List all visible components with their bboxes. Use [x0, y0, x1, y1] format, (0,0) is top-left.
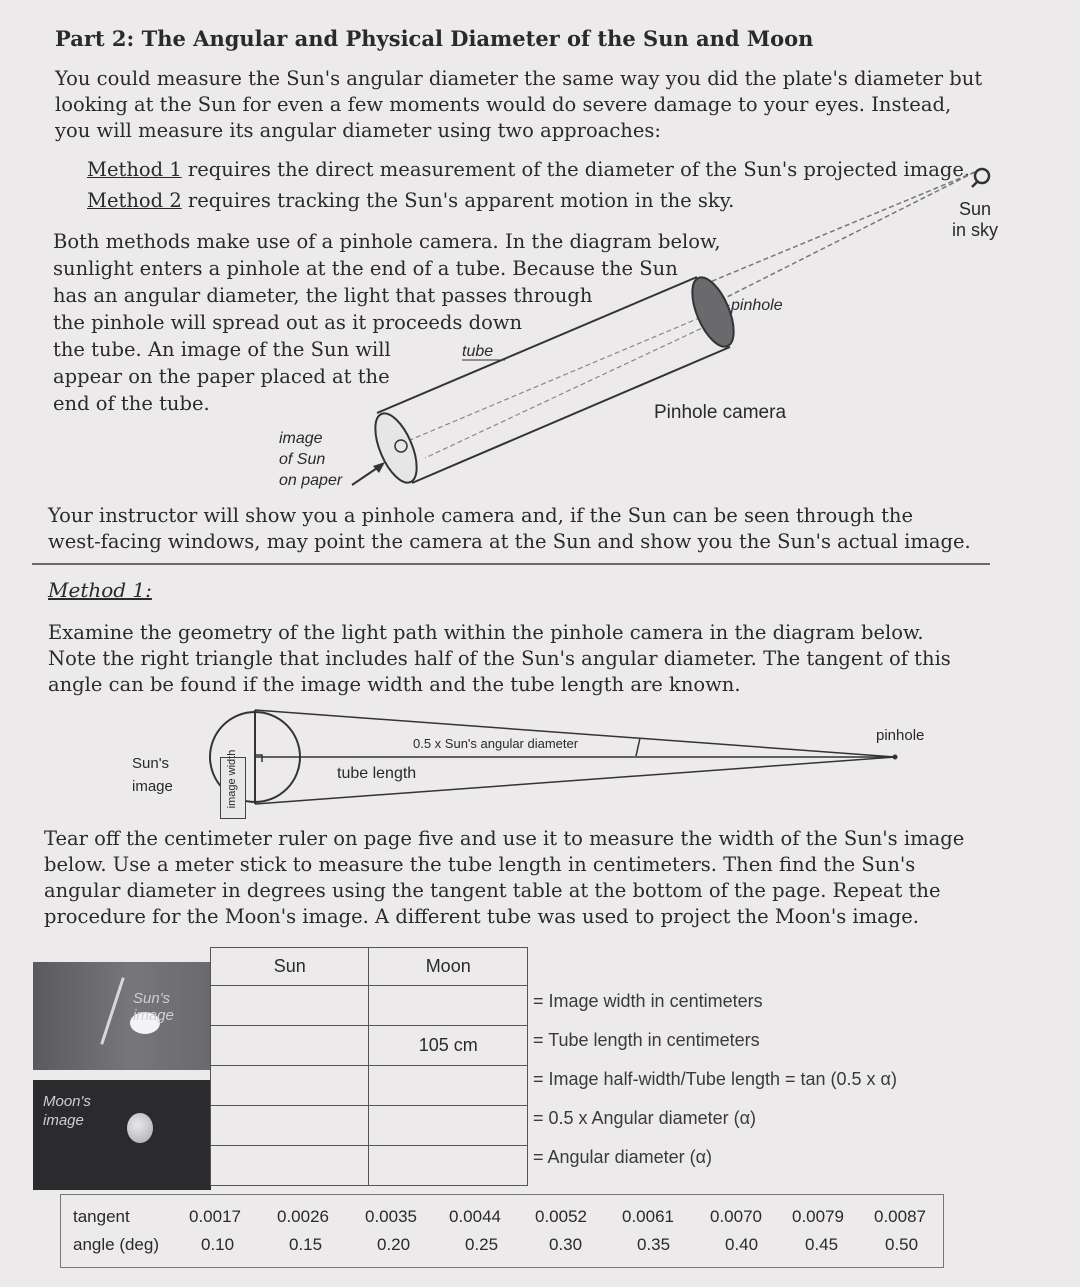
- label-line: Sun's: [133, 990, 171, 1007]
- instructor-line: Your instructor will show you a pinhole camera and, if the Sun can be seen through the: [48, 504, 914, 527]
- half-angle-label: 0.5 x Sun's angular diameter: [413, 736, 579, 751]
- angle-label: angle (deg): [73, 1235, 160, 1254]
- slit-mark: [100, 977, 124, 1045]
- sun-ray: [710, 172, 975, 282]
- angle-value: 0.50: [885, 1235, 919, 1254]
- tangent-value: 0.0035: [365, 1207, 417, 1226]
- angle-value: 0.30: [549, 1235, 583, 1254]
- moon-tangent-cell[interactable]: [369, 1066, 528, 1106]
- label-line: on paper: [279, 472, 343, 489]
- header-moon: Moon: [369, 948, 528, 986]
- label-line: in sky: [952, 220, 999, 240]
- intro-line: you will measure its angular diameter using two approaches:: [55, 119, 661, 142]
- examine-line: Examine the geometry of the light path within the pinhole camera in the diagram below.: [48, 621, 924, 644]
- instructor-paragraph: [48, 503, 971, 555]
- label-line: Sun: [958, 199, 992, 219]
- sun-icon: [972, 181, 978, 187]
- measurement-table: [210, 947, 528, 1186]
- angle-value: 0.45: [805, 1235, 839, 1254]
- row-label: = Image half-width/Tube length = tan (0.5 x α): [533, 1069, 897, 1089]
- sun-tangent-cell[interactable]: [211, 1066, 369, 1106]
- moon-angular-diameter-cell[interactable]: [369, 1146, 528, 1186]
- header-sun: Sun: [211, 948, 369, 986]
- row-labels: [533, 982, 897, 1177]
- sun-photo-label: [133, 990, 174, 1024]
- pinhole-camera-diagram: [0, 150, 1080, 500]
- method-1-heading: Method 1:: [48, 578, 152, 602]
- explanation-line: the tube. An image of the Sun will: [53, 338, 391, 361]
- label-line: of Sun: [279, 451, 326, 468]
- angle-row: [73, 1235, 935, 1255]
- angle-value: 0.35: [637, 1235, 671, 1254]
- tear-line: Tear off the centimeter ruler on page five and use it to measure the width of the Sun's image: [44, 827, 965, 850]
- label-line: Sun's: [132, 755, 170, 772]
- method-2-label: Method 2: [87, 189, 182, 212]
- pinhole-point: [893, 755, 898, 760]
- tangent-value: 0.0061: [622, 1207, 674, 1226]
- angle-value: 0.20: [377, 1235, 411, 1254]
- page-title: Part 2: The Angular and Physical Diameter of the Sun and Moon: [55, 26, 814, 51]
- method-1-label: Method 1: [87, 158, 182, 181]
- angle-marker: [636, 738, 640, 756]
- intro-paragraph: [55, 66, 982, 144]
- pinhole-camera-label: Pinhole camera: [654, 402, 787, 423]
- moon-photo-label: [43, 1092, 91, 1130]
- sun-image-width-cell[interactable]: [211, 986, 369, 1026]
- angle-value: 0.40: [725, 1235, 759, 1254]
- explanation-line: has an angular diameter, the light that passes through: [53, 284, 593, 307]
- explanation-line: appear on the paper placed at the: [53, 365, 390, 388]
- label-line: image: [133, 1007, 174, 1024]
- moon-half-angle-cell[interactable]: [369, 1106, 528, 1146]
- explanation-line: Both methods make use of a pinhole camera. In the diagram below,: [53, 230, 721, 253]
- tangent-value: 0.0017: [189, 1207, 241, 1226]
- sun-tube-length-cell[interactable]: [211, 1026, 369, 1066]
- tangent-value: 0.0087: [874, 1207, 926, 1226]
- sun-angular-diameter-cell[interactable]: [211, 1146, 369, 1186]
- label-line: image: [132, 778, 173, 795]
- tube-top-edge: [377, 277, 697, 413]
- tangent-value: 0.0026: [277, 1207, 329, 1226]
- intro-line: You could measure the Sun's angular diameter the same way you did the plate's diameter but: [55, 67, 983, 90]
- tangent-row: [73, 1207, 934, 1227]
- angle-value: 0.15: [289, 1235, 323, 1254]
- light-ray: [425, 315, 730, 458]
- moon-disk: [127, 1113, 153, 1143]
- label-line: image: [43, 1112, 84, 1129]
- tangent-table: [60, 1194, 944, 1268]
- explanation-line: sunlight enters a pinhole at the end of a tube. Because the Sun: [53, 257, 678, 280]
- angle-value: 0.25: [465, 1235, 499, 1254]
- examine-paragraph: [48, 620, 951, 698]
- tangent-value: 0.0070: [710, 1207, 762, 1226]
- sun-half-angle-cell[interactable]: [211, 1106, 369, 1146]
- tear-paragraph: [44, 826, 964, 930]
- arrow-icon: [373, 462, 385, 473]
- image-of-sun-label: [279, 428, 342, 491]
- row-label: = Angular diameter (α): [533, 1147, 712, 1167]
- label-line: image: [279, 430, 323, 447]
- label-line: Moon's: [43, 1093, 91, 1110]
- tear-line: procedure for the Moon's image. A different tube was used to project the Moon's image.: [44, 905, 919, 928]
- section-divider: [32, 563, 990, 565]
- tangent-value: 0.0052: [535, 1207, 587, 1226]
- tangent-value: 0.0079: [792, 1207, 844, 1226]
- row-label: = 0.5 x Angular diameter (α): [533, 1108, 757, 1128]
- tube-label: tube: [462, 343, 494, 360]
- explanation-line: end of the tube.: [53, 392, 210, 415]
- angle-value: 0.10: [201, 1235, 235, 1254]
- tangent-label: tangent: [73, 1207, 130, 1226]
- sun-in-sky-label: [952, 199, 998, 241]
- suns-image-label: [132, 752, 173, 798]
- row-label: = Tube length in centimeters: [533, 1030, 760, 1050]
- sun-ray: [725, 172, 975, 298]
- tangent-value: 0.0044: [449, 1207, 501, 1226]
- examine-line: Note the right triangle that includes half of the Sun's angular diameter. The tangent of this: [48, 647, 951, 670]
- pinhole-label-2: pinhole: [876, 727, 925, 744]
- tube-length-label: tube length: [337, 765, 417, 782]
- pinhole-label: pinhole: [731, 297, 783, 314]
- tear-line: angular diameter in degrees using the tangent table at the bottom of the page. Repeat the: [44, 879, 941, 902]
- right-angle-marker: [255, 755, 262, 762]
- tear-line: below. Use a meter stick to measure the tube length in centimeters. Then find the Sun's: [44, 853, 916, 876]
- examine-line: angle can be found if the image width and the tube length are known.: [48, 673, 741, 696]
- method-1-text: requires the direct measurement of the diameter of the Sun's projected image.: [181, 158, 971, 181]
- instructor-line: west-facing windows, may point the camera at the Sun and show you the Sun's actual image.: [48, 530, 971, 553]
- sun-image-photo: [33, 962, 211, 1070]
- image-width-label: image width: [226, 749, 238, 809]
- moon-tube-length-cell: 105 cm: [369, 1026, 528, 1066]
- row-label: = Image width in centimeters: [533, 991, 763, 1011]
- moon-image-photo: [33, 1080, 211, 1190]
- intro-line: looking at the Sun for even a few moments would do severe damage to your eyes. Instead,: [55, 93, 952, 116]
- explanation-line: the pinhole will spread out as it proceeds down: [53, 311, 523, 334]
- method-2-text: requires tracking the Sun's apparent motion in the sky.: [181, 189, 735, 212]
- moon-image-width-cell[interactable]: [369, 986, 528, 1026]
